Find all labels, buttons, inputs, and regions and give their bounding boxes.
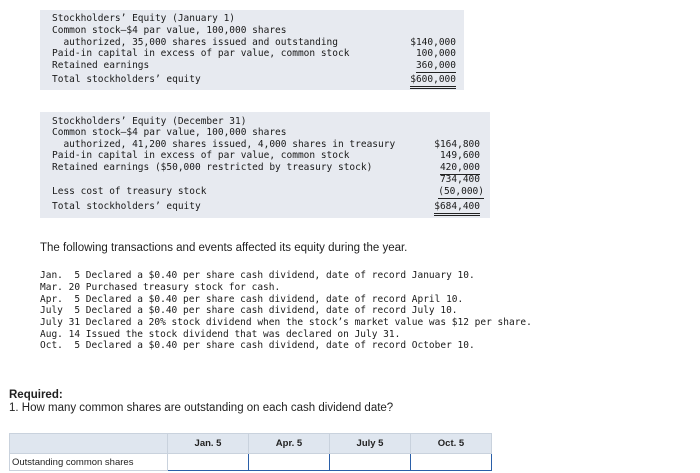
equity-dec31-line-3: Retained earnings ($50,000 restricted by treasury stock) xyxy=(52,162,373,173)
transaction-item: Oct. 5 Declared a $0.40 per share cash dividend, date of record October 10. xyxy=(40,340,475,351)
transaction-item: July 5 Declared a $0.40 per share cash dividend, date of record July 10. xyxy=(40,305,458,316)
equity-dec31-amount-4: (50,000) xyxy=(438,186,484,197)
required-heading: Required: xyxy=(9,389,63,401)
equity-dec31-amount-0: $164,800 xyxy=(434,139,480,150)
equity-jan1-line-0: Common stock—$4 par value, 100,000 shares xyxy=(52,25,287,36)
input-apr5-shares[interactable] xyxy=(249,455,329,469)
column-header-oct5: Oct. 5 xyxy=(411,434,492,454)
equity-dec31-amount-5: $684,400 xyxy=(434,201,480,216)
equity-dec31-line-5: Total stockholders’ equity xyxy=(52,201,201,212)
equity-jan1-title: Stockholders’ Equity (January 1) xyxy=(52,13,236,24)
cell-oct5[interactable] xyxy=(411,454,492,471)
equity-dec31-panel xyxy=(40,112,490,218)
equity-jan1-amount-3: $600,000 xyxy=(410,74,456,89)
equity-dec31-line-4: Less cost of treasury stock xyxy=(52,186,207,197)
equity-dec31-line-1: authorized, 41,200 shares issued, 4,000 shares in treasury xyxy=(52,139,396,150)
input-jan5-shares[interactable] xyxy=(168,455,248,469)
intro-text: The following transactions and events affected its equity during the year. xyxy=(40,242,408,254)
column-header-jan5: Jan. 5 xyxy=(168,434,249,454)
answer-table-corner xyxy=(10,434,168,454)
answer-table-header-row xyxy=(10,434,492,454)
transaction-item: Aug. 14 Issued the stock dividend that was declared on July 31. xyxy=(40,329,401,340)
transaction-item: Mar. 20 Purchased treasury stock for cash. xyxy=(40,282,281,293)
equity-jan1-amount-0: $140,000 xyxy=(410,37,456,48)
input-oct5-shares[interactable] xyxy=(411,455,491,469)
column-header-july5: July 5 xyxy=(330,434,411,454)
equity-jan1-line-1: authorized, 35,000 shares issued and outstanding xyxy=(52,37,338,48)
cell-jan5[interactable] xyxy=(168,454,249,471)
equity-dec31-amount-2: 420,000 xyxy=(439,162,480,173)
equity-dec31-line-0: Common stock—$4 par value, 100,000 shares xyxy=(52,127,287,138)
required-question: 1. How many common shares are outstanding on each cash dividend date? xyxy=(9,402,394,414)
answer-table xyxy=(9,433,492,471)
equity-jan1-amount-2: 360,000 xyxy=(415,60,456,71)
equity-jan1-line-4: Total stockholders’ equity xyxy=(52,74,201,85)
row-label-outstanding-shares: Outstanding common shares xyxy=(10,454,168,471)
equity-jan1-amount-1: 100,000 xyxy=(415,48,456,59)
equity-dec31-amount-1: 149,600 xyxy=(439,150,480,161)
equity-dec31-amount-3: 734,400 xyxy=(439,174,480,185)
cell-apr5[interactable] xyxy=(249,454,330,471)
equity-dec31-line-2: Paid-in capital in excess of par value, common stock xyxy=(52,150,350,161)
cell-july5[interactable] xyxy=(330,454,411,471)
equity-jan1-panel xyxy=(40,10,464,90)
equity-jan1-line-3: Retained earnings xyxy=(52,60,150,71)
equity-dec31-title: Stockholders’ Equity (December 31) xyxy=(52,116,247,127)
equity-jan1-line-2: Paid-in capital in excess of par value, common stock xyxy=(52,48,350,59)
transaction-item: Apr. 5 Declared a $0.40 per share cash dividend, date of record April 10. xyxy=(40,294,464,305)
transaction-item: July 31 Declared a 20% stock dividend when the stock’s market value was $12 per share. xyxy=(40,317,532,328)
column-header-apr5: Apr. 5 xyxy=(249,434,330,454)
transaction-item: Jan. 5 Declared a $0.40 per share cash dividend, date of record January 10. xyxy=(40,270,475,281)
answer-table-row xyxy=(10,454,492,471)
input-july5-shares[interactable] xyxy=(330,455,410,469)
